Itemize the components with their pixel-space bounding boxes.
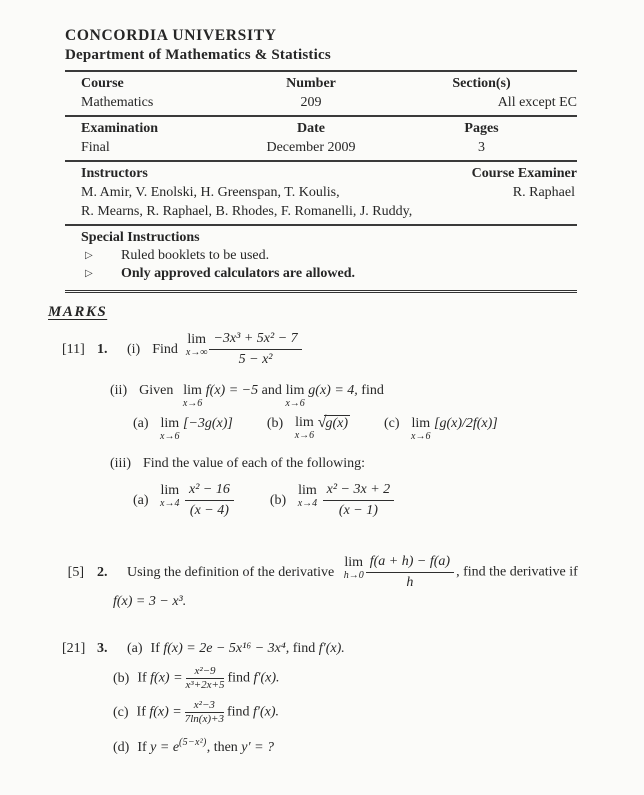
course-value-row — [65, 93, 577, 112]
pages-value: 3 — [478, 140, 485, 155]
lim-subscript: x→4 — [297, 498, 318, 509]
university-title: CONCORDIA UNIVERSITY — [65, 27, 277, 44]
course-label: Course — [81, 76, 124, 91]
instructors-line-2: R. Mearns, R. Raphael, B. Rhodes, F. Romanelli, J. Ruddy, — [81, 204, 413, 219]
questions — [62, 330, 608, 757]
header — [65, 0, 577, 70]
exponent: (5−x²) — [179, 737, 207, 748]
q1-ii-item-a — [133, 414, 233, 442]
lim-word: lim — [183, 383, 202, 398]
info-table — [65, 70, 577, 286]
triangle-bullet-icon: ▷ — [85, 250, 93, 261]
limit-operator — [186, 330, 208, 358]
q1-iii-a-label: (a) — [133, 492, 149, 508]
sections-value: All except EC — [497, 95, 577, 110]
q3-marks: [21] — [62, 641, 86, 656]
q3-c-label: (c) — [113, 704, 129, 720]
q3-d-label: (d) — [113, 740, 130, 755]
question-3-item-b — [113, 665, 608, 692]
q1-iii-b-label: (b) — [269, 492, 287, 508]
q3-a-post: f′(x). — [318, 641, 345, 656]
radicand: g(x) — [325, 416, 348, 431]
q1-iii-item-a — [133, 481, 236, 520]
lim-subscript: x→6 — [182, 398, 203, 409]
question-1-part-iii-items — [133, 481, 608, 520]
q3-d-post1: , then — [206, 740, 238, 755]
q1-ii-math1: f(x) = −5 — [205, 383, 259, 398]
fraction-numerator: x² − 3x + 2 — [323, 481, 395, 501]
course-examiner-label: Course Examiner — [471, 166, 577, 181]
limit-operator — [344, 553, 364, 581]
lim-word: lim — [411, 416, 431, 431]
fraction-numerator: x² − 16 — [185, 481, 234, 501]
lim-subscript: x→6 — [285, 398, 305, 409]
examination-label: Examination — [81, 121, 159, 136]
q3-b-mid: find — [227, 670, 251, 686]
instructors-line-1: M. Amir, V. Enolski, H. Greenspan, T. Koulis, — [81, 185, 340, 200]
q1-ii-label: (ii) — [110, 383, 128, 398]
limit-operator — [183, 381, 202, 409]
q1-ii-math2: g(x) = 4, — [308, 383, 358, 398]
q3-d-math2: y′ = ? — [241, 740, 275, 755]
q3-c-math: f(x) = — [149, 704, 182, 720]
q1-ii-c-label: (c) — [384, 416, 400, 431]
lim-word: lim — [344, 555, 364, 570]
examination-value: Final — [81, 140, 110, 155]
q1-ii-item-c — [384, 414, 498, 442]
fraction-denominator: 5 − x² — [238, 352, 273, 367]
q3-a-label: (a) — [127, 641, 143, 656]
fraction-denominator: (x − 4) — [189, 503, 229, 518]
q3-a-pre: If — [150, 641, 160, 656]
sections-label: Section(s) — [452, 76, 511, 91]
special-item-1 — [65, 247, 577, 265]
q3-b-pre: If — [137, 670, 147, 686]
q3-d-math: y = e — [150, 740, 180, 755]
q3-c-pre: If — [136, 704, 146, 720]
lim-word: lim — [187, 332, 207, 347]
exam-value-row — [65, 138, 577, 157]
exam-header-row — [65, 119, 577, 138]
question-1-part-i — [62, 330, 608, 369]
lim-word: lim — [160, 483, 180, 498]
question-3-item-c — [113, 699, 608, 726]
q1-marks: [11] — [62, 341, 85, 357]
lim-word: lim — [295, 415, 314, 430]
q1-ii-item-b — [267, 413, 350, 441]
q1-ii-text1: Given — [139, 383, 174, 398]
fraction-denominator: 7ln(x)+3 — [184, 713, 224, 725]
triangle-bullet-icon: ▷ — [85, 268, 93, 279]
question-1-part-ii — [110, 381, 608, 409]
exam-section — [65, 115, 577, 160]
fraction — [185, 699, 224, 726]
q3-c-post: f′(x). — [253, 704, 279, 720]
date-label: Date — [297, 121, 325, 136]
fraction — [209, 330, 301, 369]
number-label: Number — [286, 76, 336, 91]
q1-ii-b-label: (b) — [266, 416, 284, 431]
special-instructions-title: Special Instructions — [81, 230, 200, 245]
fraction — [323, 481, 395, 520]
q2-text2: , find the derivative if — [456, 564, 578, 580]
q1-number: 1. — [97, 341, 108, 357]
question-2-line-2 — [113, 592, 608, 612]
q1-iii-text: Find the value of each of the following: — [143, 456, 365, 471]
q2-equation: f(x) = 3 − x³. — [113, 594, 187, 609]
q3-c-mid: find — [226, 704, 250, 720]
limit-operator — [295, 413, 314, 441]
lim-subscript: x→6 — [294, 430, 315, 441]
fraction-denominator: (x − 1) — [338, 503, 378, 518]
course-section — [65, 70, 577, 115]
fraction-numerator: −3x³ + 5x² − 7 — [209, 330, 301, 350]
examiner-value: R. Raphael — [512, 185, 575, 200]
date-value: December 2009 — [266, 140, 356, 155]
course-header-row — [65, 74, 577, 93]
special-item-2 — [65, 265, 577, 283]
instructors-row-2 — [65, 202, 577, 221]
department-title: Department of Mathematics & Statistics — [65, 47, 331, 63]
special-item-2-text: Only approved calculators are allowed. — [121, 266, 355, 281]
q1-ii-text3: find — [361, 383, 384, 398]
q3-b-label: (b) — [113, 670, 130, 686]
fraction-numerator: x²−3 — [185, 699, 224, 713]
q1-iii-item-b — [270, 481, 396, 520]
q3-a-math: f(x) = 2e − 5x¹⁶ − 3x⁴, — [163, 641, 290, 656]
lim-subscript: x→4 — [160, 498, 180, 509]
fraction — [186, 665, 225, 692]
lim-word: lim — [285, 383, 305, 398]
instructors-label: Instructors — [81, 166, 148, 181]
pages-label: Pages — [464, 121, 499, 136]
fraction-numerator: f(a + h) − f(a) — [366, 553, 454, 573]
marks-heading: MARKS — [48, 304, 108, 320]
fraction — [366, 553, 454, 592]
q2-text1: Using the definition of the derivative — [127, 564, 335, 580]
fraction — [185, 481, 234, 520]
q3-a-mid: find — [292, 641, 316, 656]
square-root — [318, 416, 350, 431]
lim-word: lim — [298, 483, 317, 498]
limit-operator — [160, 481, 179, 509]
q1-ii-c-expr: [g(x)/2f(x)] — [434, 416, 498, 431]
q3-b-math: f(x) = — [150, 670, 183, 686]
number-value: 209 — [300, 95, 322, 110]
lim-subscript: x→6 — [160, 431, 180, 442]
instructors-row-1 — [65, 183, 577, 202]
special-item-1-text: Ruled booklets to be used. — [121, 248, 270, 263]
q3-b-post: f′(x). — [253, 670, 280, 686]
course-value: Mathematics — [81, 95, 154, 110]
special-instructions-section — [65, 224, 577, 286]
lim-subscript: x→6 — [411, 431, 431, 442]
lim-subscript: x→∞ — [185, 347, 208, 358]
q3-number: 3. — [97, 641, 108, 656]
question-3-item-d — [113, 733, 608, 757]
lim-word: lim — [160, 416, 180, 431]
special-title-row — [65, 228, 577, 247]
fraction-denominator: h — [406, 575, 414, 590]
limit-operator — [298, 481, 317, 509]
q1-i-label: (i) — [127, 341, 141, 357]
question-1-part-iii — [110, 454, 608, 473]
radical-icon: √ — [317, 414, 327, 431]
fraction-denominator: x³+2x+5 — [185, 679, 225, 691]
instructors-header-row — [65, 164, 577, 183]
q2-number: 2. — [97, 564, 108, 580]
q1-ii-a-expr: [−3g(x)] — [183, 416, 233, 431]
q1-ii-text2: and — [261, 383, 282, 398]
q1-ii-a-label: (a) — [133, 416, 149, 431]
instructors-section — [65, 160, 577, 224]
q1-i-text: Find — [152, 341, 178, 357]
limit-operator — [411, 414, 430, 442]
q1-iii-label: (iii) — [110, 456, 131, 471]
limit-operator — [285, 381, 304, 409]
question-2 — [62, 553, 608, 592]
fraction-numerator: x²−9 — [186, 665, 225, 679]
question-1-part-ii-items — [133, 413, 608, 442]
limit-operator — [160, 414, 179, 442]
q3-d-pre: If — [137, 740, 147, 755]
q2-marks: [5] — [67, 564, 84, 580]
question-3-item-a — [62, 639, 608, 658]
lim-subscript: h→0 — [343, 570, 364, 581]
